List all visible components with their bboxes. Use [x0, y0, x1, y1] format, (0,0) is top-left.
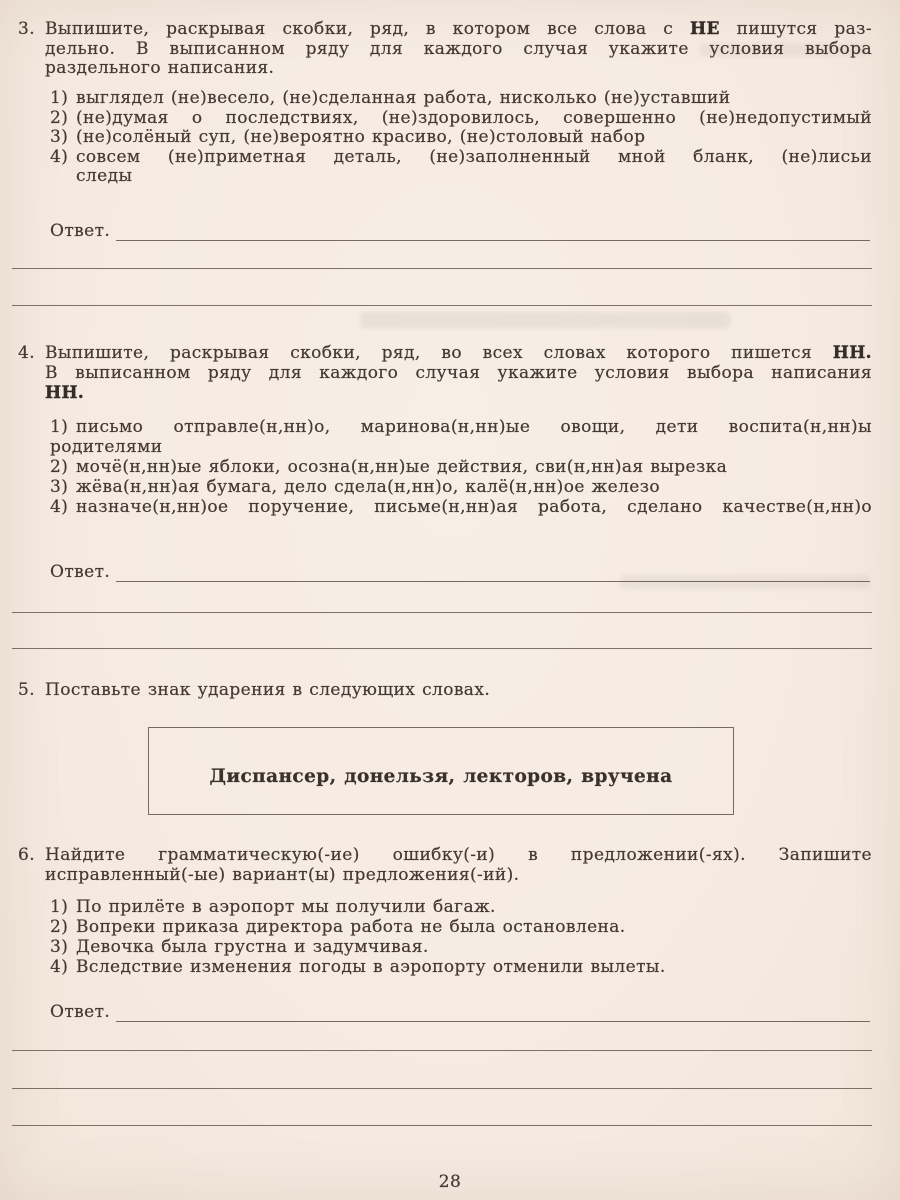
option-number: 3)	[50, 937, 69, 957]
option-2	[50, 457, 872, 477]
option-text: (не)думая о последствиях, (не)здоровилось, совершенно (не)недопустимый	[76, 107, 872, 128]
question-4-number: 4.	[18, 343, 36, 363]
question-4-prompt-line: В выписанном ряду для каждого случая укажите условия выбора написания	[45, 363, 872, 383]
question-3-prompt	[18, 20, 872, 79]
question-3-prompt-line	[18, 20, 872, 40]
question-6-answer-row	[50, 1002, 870, 1022]
option-3	[50, 128, 872, 148]
option-text: письмо отправле(н,нн)о, маринова(н,нн)ые овощи, дети воспита(н,нн)ы	[76, 417, 872, 437]
answer-blank-line	[116, 226, 870, 241]
question-3-options	[50, 89, 872, 187]
option-number: 4)	[50, 957, 69, 977]
option-number: 3)	[50, 127, 69, 147]
option-1-wrap: родителями	[50, 437, 163, 457]
option-number: 2)	[50, 917, 69, 937]
option-number: 2)	[50, 457, 69, 477]
question-6-number: 6.	[18, 845, 36, 865]
option-3	[50, 477, 872, 497]
option-2	[50, 109, 872, 129]
option-number: 2)	[50, 107, 69, 128]
bold-НЕ: НЕ	[690, 19, 720, 39]
option-number: 4)	[50, 497, 69, 517]
question-4-answer-row	[50, 562, 870, 582]
option-number: 1)	[50, 417, 69, 437]
question-5-prompt-line: Поставьте знак ударения в следующих словах.	[45, 680, 491, 700]
option-4	[50, 957, 872, 977]
question-3-prompt-line: раздельного написания.	[45, 58, 275, 78]
answer-blank-line	[116, 567, 870, 582]
prompt-text: Выпишите, раскрывая скобки, ряд, в котором все слова с	[45, 19, 691, 39]
answer-ruled-line	[12, 1088, 872, 1089]
question-6-prompt-line: Найдите грамматическую(-ие) ошибку(-и) в предложении(-ях). Запишите	[45, 845, 872, 865]
option-text: Вследствие изменения погоды в аэропорту отменили вылеты.	[76, 957, 666, 977]
option-2	[50, 917, 872, 937]
option-number: 3)	[50, 477, 69, 497]
prompt-text: пишутся раз-	[719, 19, 872, 39]
question-5-prompt	[18, 680, 872, 700]
option-text: совсем (не)приметная деталь, (не)заполненный мной бланк, (не)лисьи	[76, 146, 872, 167]
stress-words-box	[148, 727, 734, 815]
option-1	[50, 897, 872, 917]
option-4	[50, 497, 872, 517]
option-text: выглядел (не)весело, (не)сделанная работа, нисколько (не)уставший	[76, 88, 731, 108]
option-text: Девочка была грустна и задумчивая.	[76, 937, 429, 957]
option-number: 1)	[50, 88, 69, 108]
stress-words-text: Диспансер, донельзя, лекторов, вручена	[209, 765, 673, 787]
question-4-prompt-line	[18, 343, 872, 363]
answer-ruled-line	[12, 1125, 872, 1126]
question-3-number: 3.	[18, 19, 36, 39]
answer-ruled-line	[12, 268, 872, 269]
question-4-options	[50, 417, 872, 517]
answer-label: Ответ.	[50, 1002, 111, 1022]
option-4	[50, 148, 872, 168]
question-6-prompt	[18, 845, 872, 885]
option-text: мочё(н,нн)ые яблоки, осозна(н,нн)ые действия, сви(н,нн)ая вырезка	[76, 457, 728, 477]
answer-ruled-line	[12, 305, 872, 306]
question-3-prompt-line: дельно. В выписанном ряду для каждого случая укажите условия выбора	[45, 38, 872, 59]
option-text: назначе(н,нн)ое поручение, письме(н,нн)ая работа, сделано качестве(н,нн)о	[76, 497, 872, 517]
option-number: 4)	[50, 146, 69, 167]
scan-artifact	[360, 312, 730, 328]
option-text: жёва(н,нн)ая бумага, дело сдела(н,нн)о, калё(н,нн)ое железо	[76, 477, 661, 497]
question-6-options	[50, 897, 872, 977]
prompt-text: Выпишите, раскрывая скобки, ряд, во всех словах которого пишется	[45, 343, 833, 363]
answer-label: Ответ.	[50, 562, 111, 582]
option-1	[50, 89, 872, 109]
page-number: 28	[438, 1172, 462, 1192]
option-3	[50, 937, 872, 957]
option-text: Вопреки приказа директора работа не была остановлена.	[76, 917, 626, 937]
question-3-answer-row	[50, 221, 870, 241]
option-text: По прилёте в аэропорт мы получили багаж.	[76, 897, 496, 917]
bold-НН: НН.	[45, 383, 85, 403]
answer-label: Ответ.	[50, 221, 111, 241]
answer-ruled-line	[12, 1050, 872, 1051]
answer-ruled-line	[12, 648, 872, 649]
answer-ruled-line	[12, 612, 872, 613]
option-1	[50, 417, 872, 437]
bold-НН: НН.	[832, 343, 872, 363]
question-4-prompt-line	[18, 383, 872, 403]
question-6-prompt-line: исправленный(-ые) вариант(ы) предложения(-ий).	[45, 865, 520, 885]
answer-blank-line	[116, 1007, 870, 1022]
question-4-prompt	[18, 343, 872, 403]
option-text: (не)солёный суп, (не)вероятно красиво, (не)столовый набор	[76, 127, 646, 147]
question-5-number: 5.	[18, 680, 36, 700]
option-4-wrap: следы	[76, 166, 133, 186]
option-number: 1)	[50, 897, 69, 917]
